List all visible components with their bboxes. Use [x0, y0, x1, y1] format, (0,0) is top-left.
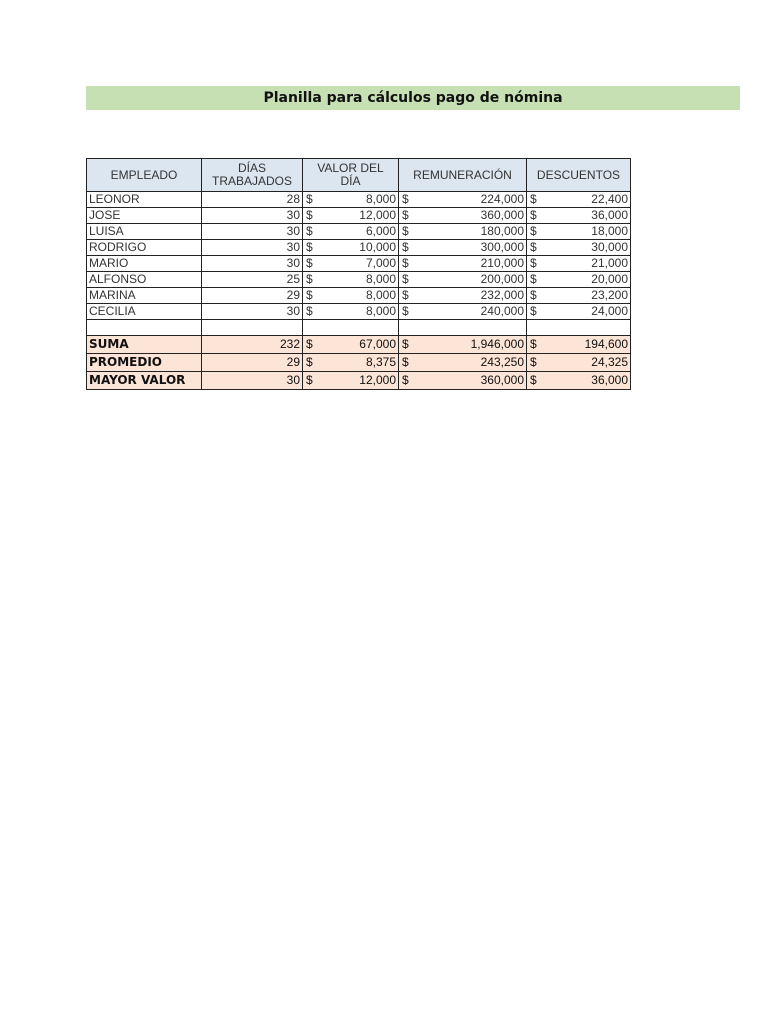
cell-valor[interactable]	[303, 208, 399, 224]
cell-valor-value: 12,000	[359, 373, 396, 387]
header-remuneracion[interactable]	[399, 159, 527, 192]
cell-descuentos-value: 194,600	[584, 337, 628, 351]
cell-descuentos[interactable]	[527, 256, 631, 272]
currency-symbol: $	[530, 192, 537, 206]
cell-descuentos-value: 20,000	[591, 272, 628, 286]
cell-dias[interactable]	[202, 336, 303, 354]
cell-remuneracion[interactable]	[399, 240, 527, 256]
cell-descuentos[interactable]	[527, 372, 631, 390]
table-row	[87, 224, 631, 240]
cell-descuentos-value: 21,000	[591, 256, 628, 270]
sheet-title	[86, 86, 740, 110]
currency-symbol: $	[530, 208, 537, 222]
cell-remuneracion-value: 360,000	[480, 373, 524, 387]
cell-remuneracion[interactable]	[399, 304, 527, 320]
cell-dias-value: 29	[286, 355, 300, 369]
cell-empleado[interactable]	[87, 208, 202, 224]
table-row	[87, 272, 631, 288]
employee-name: JOSE	[89, 208, 121, 222]
cell-dias-value: 232	[279, 337, 300, 351]
sheet-title-text: Planilla para cálculos pago de nómina	[263, 90, 563, 106]
cell-valor-value: 8,000	[365, 272, 396, 286]
header-valor-line1: VALOR DEL	[317, 161, 384, 175]
cell-descuentos-value: 36,000	[591, 208, 628, 222]
header-empleado[interactable]	[87, 159, 202, 192]
currency-symbol: $	[306, 272, 313, 286]
currency-symbol: $	[530, 304, 537, 318]
cell-descuentos[interactable]	[527, 192, 631, 208]
currency-symbol: $	[530, 373, 537, 387]
currency-symbol: $	[306, 224, 313, 238]
header-valor-line2: DÍA	[340, 174, 361, 188]
cell-dias-value: 25	[286, 272, 300, 286]
cell-valor-value: 67,000	[359, 337, 396, 351]
cell-valor[interactable]	[303, 256, 399, 272]
cell-valor[interactable]	[303, 224, 399, 240]
summary-row	[87, 354, 631, 372]
header-dias-line1: DÍAS	[237, 161, 266, 175]
cell-valor-value: 6,000	[365, 224, 396, 238]
summary-label: MAYOR VALOR	[89, 373, 186, 387]
cell-summary-label[interactable]	[87, 372, 202, 390]
cell-descuentos[interactable]	[527, 336, 631, 354]
currency-symbol: $	[402, 224, 409, 238]
currency-symbol: $	[530, 355, 537, 369]
employee-name: MARIO	[89, 256, 129, 270]
cell-valor-value: 10,000	[359, 240, 396, 254]
cell-descuentos-value: 30,000	[591, 240, 628, 254]
cell-dias[interactable]	[202, 256, 303, 272]
currency-symbol: $	[402, 373, 409, 387]
header-valor[interactable]	[303, 159, 399, 192]
cell-dias-value: 30	[286, 256, 300, 270]
cell-empleado[interactable]	[87, 256, 202, 272]
currency-symbol: $	[402, 288, 409, 302]
cell-valor-value: 8,375	[365, 355, 396, 369]
cell-remuneracion-value: 1,946,000	[470, 337, 524, 351]
cell-dias[interactable]	[202, 192, 303, 208]
cell-empty[interactable]	[303, 320, 399, 336]
cell-dias-value: 30	[286, 304, 300, 318]
cell-valor-value: 7,000	[365, 256, 396, 270]
cell-remuneracion[interactable]	[399, 336, 527, 354]
cell-descuentos[interactable]	[527, 354, 631, 372]
cell-remuneracion-value: 243,250	[480, 355, 524, 369]
currency-symbol: $	[306, 373, 313, 387]
table-row	[87, 240, 631, 256]
cell-empty[interactable]	[399, 320, 527, 336]
cell-remuneracion-value: 210,000	[480, 256, 524, 270]
cell-empleado[interactable]	[87, 304, 202, 320]
cell-descuentos-value: 23,200	[591, 288, 628, 302]
cell-descuentos-value: 22,400	[591, 192, 628, 206]
currency-symbol: $	[402, 208, 409, 222]
employee-name: CECILIA	[89, 304, 136, 318]
currency-symbol: $	[530, 256, 537, 270]
cell-empleado[interactable]	[87, 192, 202, 208]
summary-row	[87, 372, 631, 390]
cell-valor-value: 8,000	[365, 192, 396, 206]
cell-descuentos[interactable]	[527, 304, 631, 320]
cell-remuneracion[interactable]	[399, 372, 527, 390]
cell-dias-value: 30	[286, 373, 300, 387]
cell-valor[interactable]	[303, 354, 399, 372]
cell-descuentos[interactable]	[527, 272, 631, 288]
employee-name: LEONOR	[89, 192, 140, 206]
payroll-table	[86, 158, 631, 390]
cell-dias[interactable]	[202, 372, 303, 390]
cell-valor[interactable]	[303, 288, 399, 304]
cell-dias[interactable]	[202, 288, 303, 304]
employee-name: LUISA	[89, 224, 124, 238]
currency-symbol: $	[306, 208, 313, 222]
currency-symbol: $	[402, 256, 409, 270]
cell-remuneracion-value: 200,000	[480, 272, 524, 286]
cell-empty[interactable]	[527, 320, 631, 336]
cell-valor[interactable]	[303, 192, 399, 208]
cell-valor[interactable]	[303, 336, 399, 354]
header-descuentos-label: DESCUENTOS	[536, 167, 621, 182]
employee-name: RODRIGO	[89, 240, 147, 254]
cell-remuneracion-value: 224,000	[480, 192, 524, 206]
table-row	[87, 288, 631, 304]
cell-summary-label[interactable]	[87, 336, 202, 354]
header-dias[interactable]	[202, 159, 303, 192]
summary-label: SUMA	[89, 337, 129, 351]
cell-valor[interactable]	[303, 272, 399, 288]
currency-symbol: $	[306, 304, 313, 318]
cell-dias-value: 30	[286, 224, 300, 238]
cell-dias[interactable]	[202, 224, 303, 240]
cell-valor[interactable]	[303, 304, 399, 320]
cell-dias[interactable]	[202, 354, 303, 372]
cell-summary-label[interactable]	[87, 354, 202, 372]
cell-remuneracion-value: 240,000	[480, 304, 524, 318]
header-dias-line2: TRABAJADOS	[211, 174, 292, 188]
currency-symbol: $	[306, 192, 313, 206]
cell-remuneracion[interactable]	[399, 288, 527, 304]
currency-symbol: $	[402, 272, 409, 286]
cell-valor[interactable]	[303, 240, 399, 256]
table-row	[87, 192, 631, 208]
cell-remuneracion[interactable]	[399, 224, 527, 240]
cell-descuentos-value: 24,325	[591, 355, 628, 369]
currency-symbol: $	[306, 240, 313, 254]
currency-symbol: $	[530, 272, 537, 286]
cell-remuneracion-value: 180,000	[480, 224, 524, 238]
currency-symbol: $	[306, 337, 313, 351]
cell-valor-value: 8,000	[365, 288, 396, 302]
cell-remuneracion[interactable]	[399, 354, 527, 372]
blank-row	[87, 320, 631, 336]
cell-remuneracion-value: 360,000	[480, 208, 524, 222]
cell-dias-value: 28	[286, 192, 300, 206]
currency-symbol: $	[530, 224, 537, 238]
header-descuentos[interactable]	[527, 159, 631, 192]
header-empleado-label: EMPLEADO	[110, 167, 178, 182]
currency-symbol: $	[306, 256, 313, 270]
currency-symbol: $	[402, 192, 409, 206]
currency-symbol: $	[530, 337, 537, 351]
cell-remuneracion[interactable]	[399, 272, 527, 288]
employee-name: ALFONSO	[89, 272, 147, 286]
currency-symbol: $	[306, 288, 313, 302]
cell-dias-value: 29	[286, 288, 300, 302]
currency-symbol: $	[402, 355, 409, 369]
cell-remuneracion[interactable]	[399, 256, 527, 272]
cell-dias[interactable]	[202, 272, 303, 288]
table-row	[87, 208, 631, 224]
cell-descuentos[interactable]	[527, 240, 631, 256]
cell-remuneracion-value: 300,000	[480, 240, 524, 254]
cell-remuneracion[interactable]	[399, 208, 527, 224]
header-row	[87, 159, 631, 192]
currency-symbol: $	[306, 355, 313, 369]
cell-empleado[interactable]	[87, 272, 202, 288]
cell-dias[interactable]	[202, 240, 303, 256]
table-row	[87, 256, 631, 272]
cell-valor[interactable]	[303, 372, 399, 390]
cell-descuentos[interactable]	[527, 224, 631, 240]
cell-dias-value: 30	[286, 208, 300, 222]
cell-descuentos-value: 18,000	[591, 224, 628, 238]
cell-dias[interactable]	[202, 208, 303, 224]
cell-empty[interactable]	[202, 320, 303, 336]
cell-empleado[interactable]	[87, 224, 202, 240]
header-remuneracion-label: REMUNERACIÓN	[413, 167, 512, 182]
cell-valor-value: 8,000	[365, 304, 396, 318]
cell-remuneracion[interactable]	[399, 192, 527, 208]
cell-empleado[interactable]	[87, 288, 202, 304]
cell-descuentos[interactable]	[527, 208, 631, 224]
summary-label: PROMEDIO	[89, 355, 163, 369]
table-row	[87, 304, 631, 320]
currency-symbol: $	[402, 337, 409, 351]
cell-descuentos-value: 24,000	[591, 304, 628, 318]
currency-symbol: $	[402, 304, 409, 318]
cell-dias[interactable]	[202, 304, 303, 320]
currency-symbol: $	[402, 240, 409, 254]
cell-dias-value: 30	[286, 240, 300, 254]
employee-name: MARINA	[89, 288, 136, 302]
cell-empleado[interactable]	[87, 240, 202, 256]
cell-descuentos[interactable]	[527, 288, 631, 304]
currency-symbol: $	[530, 240, 537, 254]
cell-empty[interactable]	[87, 320, 202, 336]
cell-valor-value: 12,000	[359, 208, 396, 222]
summary-row	[87, 336, 631, 354]
currency-symbol: $	[530, 288, 537, 302]
cell-descuentos-value: 36,000	[591, 373, 628, 387]
cell-remuneracion-value: 232,000	[480, 288, 524, 302]
